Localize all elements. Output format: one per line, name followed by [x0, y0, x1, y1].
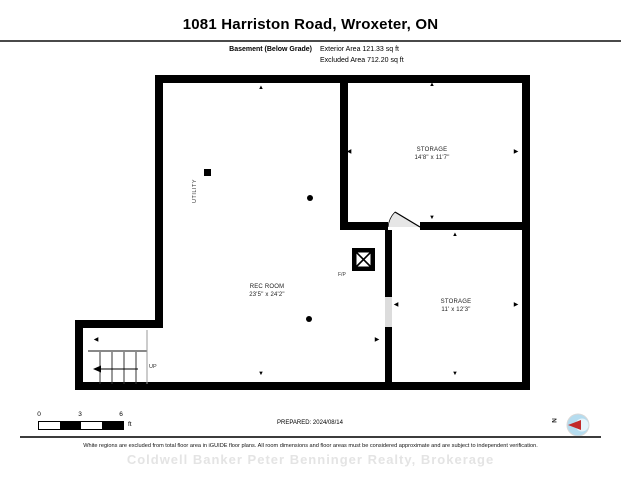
dim-arrow-down-icon: ▼	[258, 371, 264, 377]
room-label-storage-bottom	[406, 298, 506, 314]
door-swing-icon	[383, 204, 425, 232]
dim-arrow-up-icon: ▲	[429, 82, 435, 88]
floor-label: Basement (Below Grade)	[229, 46, 312, 53]
header-divider	[0, 40, 621, 42]
page-title: 1081 Harriston Road, Wroxeter, ON	[182, 16, 439, 33]
room-dimensions: 11' x 12'3"	[441, 307, 471, 314]
scale-segment	[102, 422, 123, 429]
dim-arrow-up-icon: ▲	[452, 232, 458, 238]
room-name: STORAGE	[440, 299, 472, 305]
room-label-utility: UTILITY	[192, 179, 198, 203]
dim-arrow-left-icon: ◀	[393, 302, 399, 308]
brokerage-watermark: Coldwell Banker Peter Benninger Realty, Brokerage	[126, 452, 495, 467]
room-name: STORAGE	[416, 147, 448, 153]
wall-top	[155, 75, 530, 83]
wall-right	[522, 75, 530, 390]
scale-segment	[81, 422, 102, 429]
dim-arrow-down-icon: ▼	[452, 371, 458, 377]
scale-segment	[39, 422, 60, 429]
scale-unit-label: ft	[128, 421, 132, 428]
prepared-date: PREPARED: 2024/08/14	[277, 420, 343, 426]
room-label-rec-room	[217, 283, 317, 299]
dim-arrow-left-icon: ◀	[93, 337, 99, 343]
dim-arrow-right-icon: ▶	[513, 302, 519, 308]
compass-icon	[564, 411, 592, 439]
room-dimensions: 23'5" x 24'2"	[249, 292, 285, 299]
dim-arrow-right-icon: ▶	[513, 149, 519, 155]
scale-tick-6: 6	[119, 411, 123, 418]
wall-storage-bottom-left-b	[385, 327, 392, 382]
support-post-square-icon	[204, 169, 211, 176]
dim-arrow-up-icon: ▲	[258, 85, 264, 91]
scale-segment	[60, 422, 81, 429]
wall-storage-horizontal-right	[420, 222, 522, 230]
exterior-area-text: Exterior Area 121.33 sq ft	[320, 46, 399, 53]
wall-notch-top	[75, 320, 163, 328]
fireplace-icon	[352, 248, 375, 271]
wall-left-upper	[155, 75, 163, 328]
room-label-storage-top	[382, 146, 482, 162]
dim-arrow-left-icon: ◀	[346, 149, 352, 155]
dim-arrow-right-icon: ▶	[374, 337, 380, 343]
fireplace-label: F/P	[338, 272, 346, 278]
footer-divider	[20, 436, 601, 438]
stairs-up-label: UP	[149, 364, 157, 370]
support-post-round-icon	[307, 195, 313, 201]
scale-tick-3: 3	[78, 411, 82, 418]
compass-north-label: N	[549, 418, 557, 423]
wall-opening	[385, 297, 392, 327]
wall-storage-top-left	[340, 83, 348, 230]
scale-bar	[38, 421, 124, 430]
support-post-round-icon	[306, 316, 312, 322]
dim-arrow-down-icon: ▼	[429, 215, 435, 221]
room-dimensions: 14'8" x 11'7"	[414, 155, 450, 162]
room-name: REC ROOM	[249, 284, 285, 290]
excluded-area-text: Excluded Area 712.20 sq ft	[320, 57, 404, 64]
disclaimer-text: White regions are excluded from total floor area in iGUIDE floor plans. All room dimensions and floor areas must be considered approximate and are subject to independent verification.	[83, 443, 538, 449]
scale-tick-0: 0	[37, 411, 41, 418]
wall-storage-bottom-left-a	[385, 230, 392, 297]
wall-storage-horizontal-left	[340, 222, 388, 230]
wall-left-lower	[75, 320, 83, 390]
